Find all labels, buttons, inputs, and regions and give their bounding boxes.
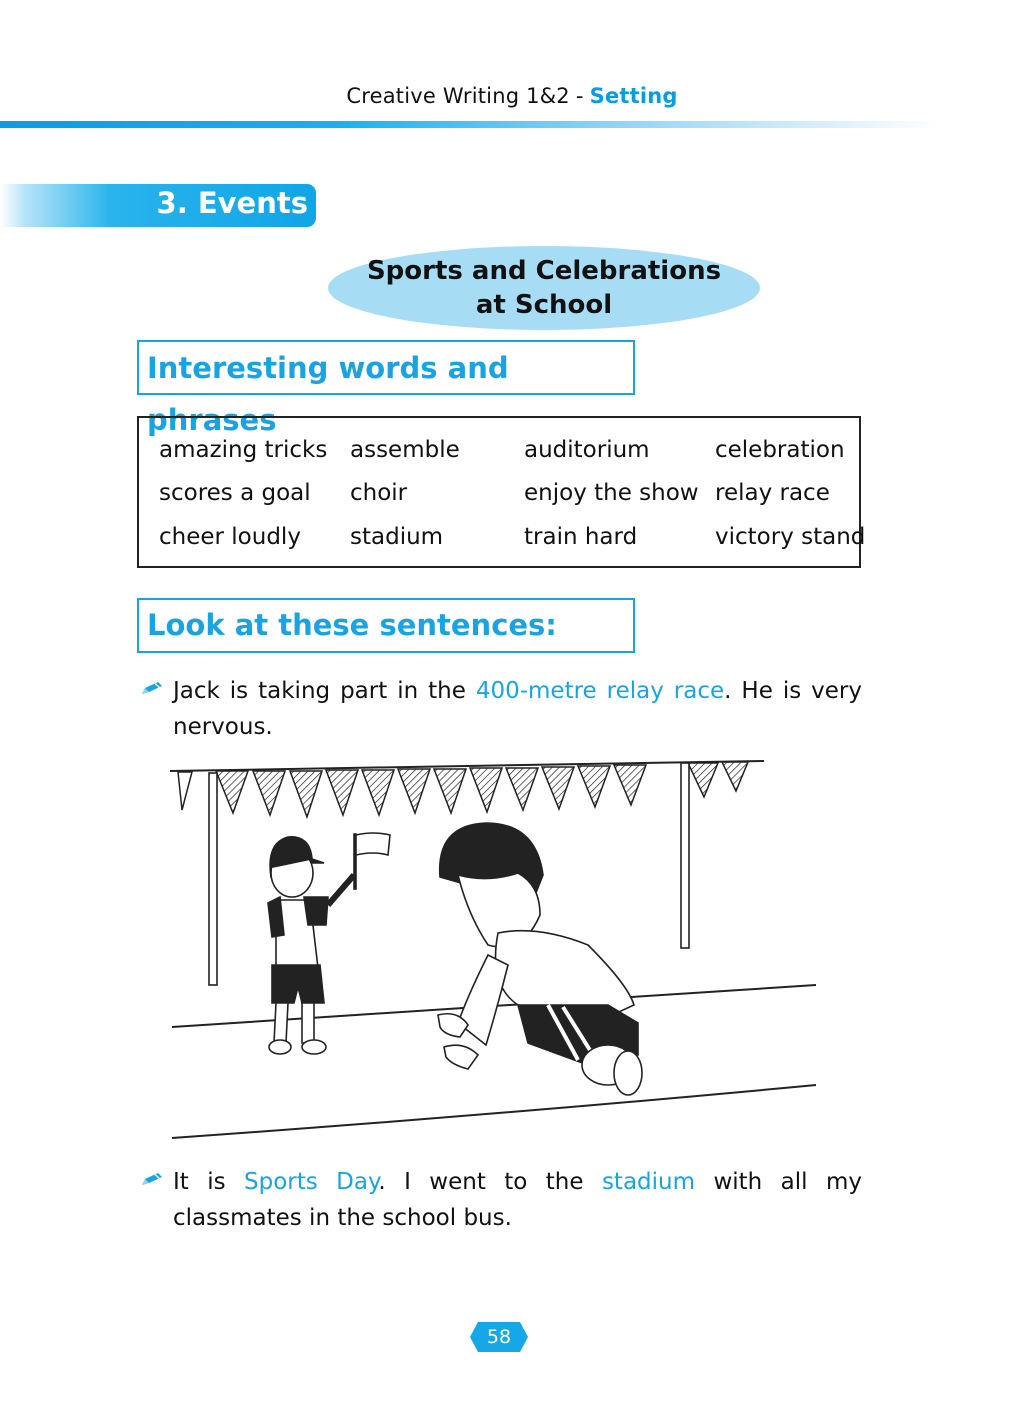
highlighted-phrase: stadium [601,1169,696,1195]
pencil-icon [140,1172,164,1188]
book-title: Creative Writing 1&2 [346,84,570,108]
sentences-heading: Look at these sentences: [137,598,635,653]
topic-title-line1: Sports and Celebrations [366,256,722,286]
word-item: amazing tricks [159,436,328,463]
word-box [137,416,866,568]
running-header [0,84,1024,108]
sports-day-illustration [168,755,818,1145]
sentence-part: . He is very nervous. [173,678,862,740]
section-title: 3. Events [156,186,308,220]
word-row [159,428,875,472]
sentence-part: It is [173,1169,245,1195]
word-item: scores a goal [159,480,311,507]
example-sentence [140,1164,862,1236]
page-number-badge [470,1322,528,1352]
topic-oval [328,246,760,330]
word-item: relay race [715,480,830,507]
page-number: 58 [486,1326,512,1348]
word-item: cheer loudly [159,523,301,550]
pencil-icon [140,681,164,697]
word-item: choir [350,480,408,507]
word-item: assemble [350,436,460,463]
sentence-text [140,1164,862,1236]
word-item: victory stand [715,523,866,550]
word-item: train hard [524,523,638,550]
sentence-part: Jack is taking part in the [173,678,476,704]
section-banner [0,184,316,227]
word-item: stadium [350,523,444,550]
word-row [159,472,875,516]
sentence-part: with all my classmates in the school bus. [173,1169,862,1231]
sentence-text [140,673,862,745]
header-separator: - [575,84,584,108]
word-item: enjoy the show [524,480,699,507]
highlighted-phrase: 400-metre relay race [475,678,725,704]
word-item: celebration [715,436,845,463]
vocabulary-heading: Interesting words and phrases [137,340,635,395]
word-row [159,515,875,559]
header-rule [0,121,940,128]
word-grid [159,428,875,559]
example-sentence [140,673,862,745]
topic-title-line2: at School [475,290,613,320]
sentence-part: . I went to the [378,1169,602,1195]
highlighted-phrase: Sports Day [244,1169,379,1195]
chapter-title: Setting [589,84,678,108]
word-item: auditorium [524,436,650,463]
